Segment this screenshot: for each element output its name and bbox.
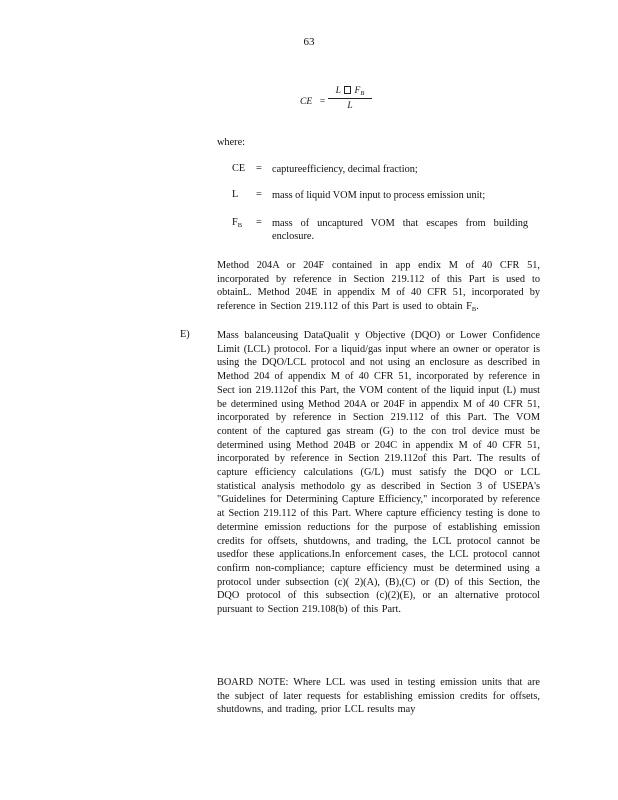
numerator-l: L	[335, 86, 341, 96]
formula-ce: CE	[300, 97, 313, 107]
definition-equals: =	[256, 217, 262, 228]
item-e-label: E)	[180, 329, 190, 340]
formula-denominator: L	[347, 101, 353, 111]
minus-glyph-box-icon	[344, 86, 351, 94]
method-paragraph	[217, 259, 540, 317]
definition-symbol-sub: B	[237, 222, 243, 229]
definition-equals: =	[256, 189, 262, 200]
item-e-paragraph: Mass balanceusing DataQualit y Objective (DQO) or Lower Confidence Limit (LCL) protocol. For a liquid/gas input where an owner or operator is using the DQO/LCL protocol and not using an enclosure as described in Method 204 of appendix M of 40 CFR 51, incorporated by reference in Sect ion 219.112of this Part, the VOM content of the liquid input (L) must be determined using Method 204A or 204F in appendix M of 40 CFR 51, incorporated by reference in Section 219.112 of this Part. The VOM content of the captured gas stream (G) to the con trol device must be determined using Method 204B or 204C in appendix M of 40 CFR 51, incorporated by reference in Section 219.112of this Part. The results of capture efficiency calculations (G/L) must satisfy the DQO or LCL statistical analysis methodolo gy as described in Section 3 of USEPA's "Guidelines for Determining Capture Efficiency," incorporated by reference at Section 219.112 of this Part. Where capture efficiency testing is done to determine emission reductions for the purpose of establishing emission credits for offsets, shutdowns, and trading, the LCL protocol cannot be usedfor these applications.In enforcement cases, the LCL protocol cannot confirm non-compliance; capture efficiency must be determined using a protocol under subsection (c)( 2)(A), (B),(C) or (D) of this Section, the DQO protocol of this subsection (c)(2)(E), or an alternative protocol pursuant to Section 219.108(b) of this Part.	[217, 330, 540, 616]
formula-numerator	[328, 86, 372, 99]
where-label: where:	[217, 137, 246, 148]
definition-text: mass of liquid VOM input to process emission unit;	[272, 190, 486, 201]
numerator-sub-b: B	[360, 90, 365, 97]
definition-symbol: CE	[232, 163, 246, 174]
formula-lhs	[300, 97, 326, 107]
definition-text: captureefficiency, decimal fraction;	[272, 164, 418, 175]
definition-equals: =	[256, 163, 262, 174]
formula-equals: =	[319, 97, 326, 107]
method-end-punct: .	[476, 301, 479, 313]
method-end-symbol: F	[466, 301, 472, 313]
definition-symbol: L	[232, 189, 239, 200]
numerator-f: F	[354, 86, 361, 96]
definition-text: mass of uncaptured VOM that escapes from building enclosure.	[272, 218, 528, 242]
board-note-paragraph: BOARD NOTE: Where LCL was used in testing emission units that are the subject of later requests for establishing emission credits for offsets, shutdowns, and trading, prior LCL results may	[217, 677, 540, 716]
method-paragraph-text: Method 204A or 204F contained in app endix M of 40 CFR 51, incorporated by reference in Section 219.112 of this Part is used to obtainL. Method 204E in appendix M of 40 CFR 51, incorporated by reference in Section 219.112 of this Part is used to obtain	[217, 260, 540, 313]
definition-symbol-f: F	[232, 217, 238, 228]
method-end-sub: B	[471, 306, 477, 314]
formula-fraction	[328, 86, 372, 111]
definition-symbol	[232, 217, 242, 229]
page-number: 63	[303, 36, 315, 48]
